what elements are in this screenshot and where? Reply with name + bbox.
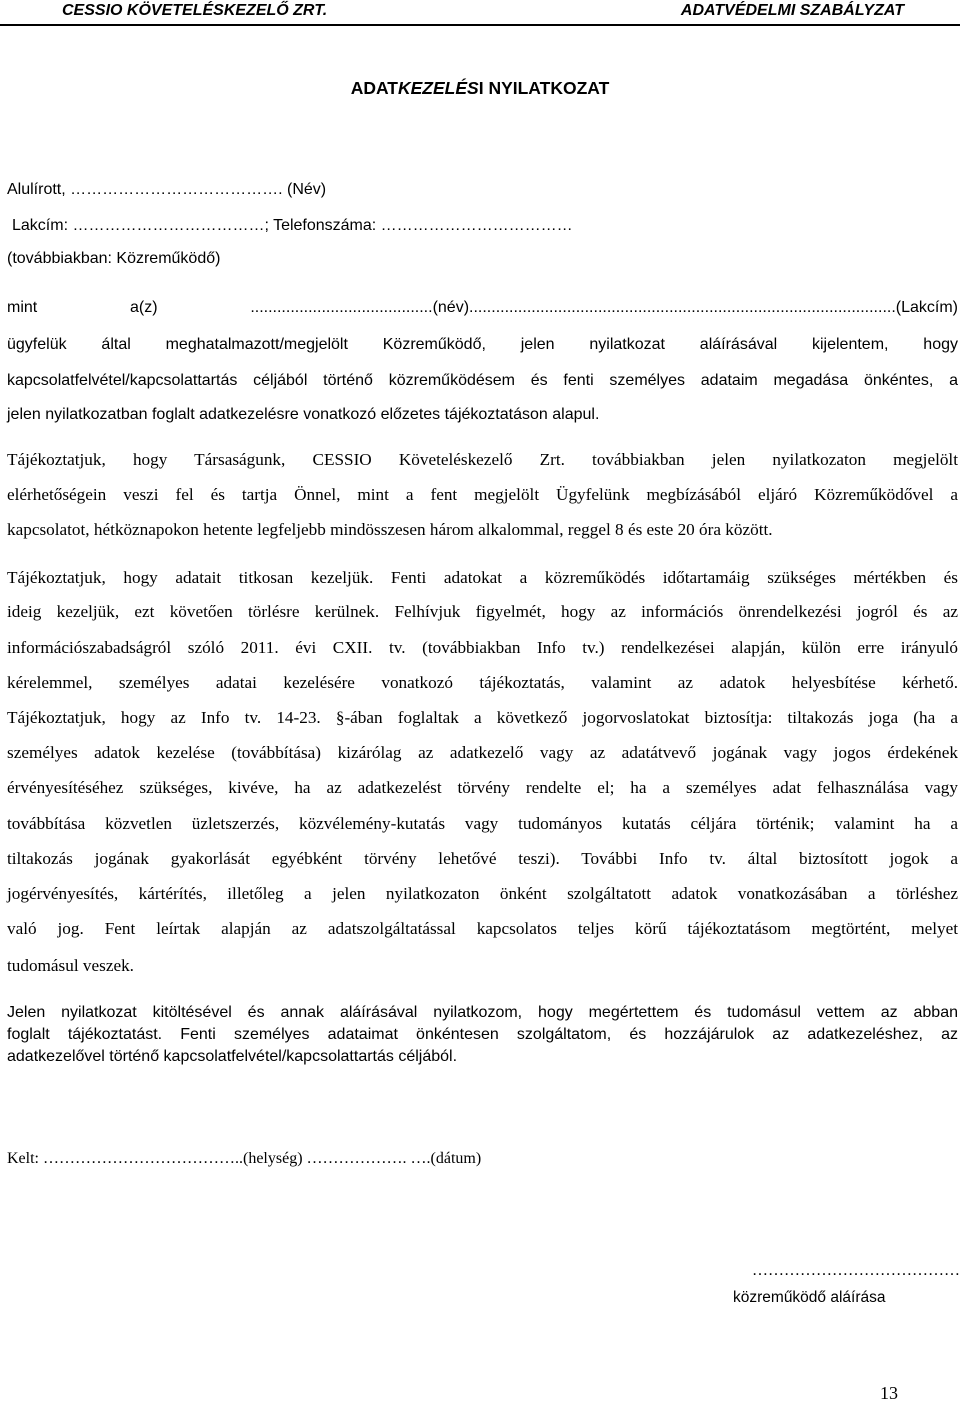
document-title: ADATKEZELÉSI NYILATKOZAT xyxy=(350,78,610,98)
intro-line-3: kapcsolatfelvétel/kapcsolattartás céljából történő közreműködésem és fenti személyes adataim megadása önkéntes, a xyxy=(7,372,958,389)
info2-line-5: Tájékoztatjuk, hogy az Info tv. 14-23. §-ában foglaltak a következő jogorvoslatokat biztosítja: tiltakozás joga (ha a xyxy=(7,708,958,727)
info2-line-9: tiltakozás jogának gyakorlását egyébként törvény lehetővé teszi). További Info tv. által biztosított jogok a xyxy=(7,849,958,868)
signature-label: közreműködő aláírása xyxy=(733,1289,886,1306)
intro-line-4: jelen nyilatkozatban foglalt adatkezelésre vonatkozó előzetes tájékoztatáson alapul. xyxy=(7,406,600,423)
page-header xyxy=(0,0,960,24)
info2-line-10: jogérvényesítés, kártérítés, illetőleg a jelen nyilatkozaton önként szolgáltatott adatok vonatkozásában a törléshez xyxy=(7,884,958,903)
info1-line-1: Tájékoztatjuk, hogy Társaságunk, CESSIO Követeléskezelő Zrt. továbbiakban jelen nyilatkozaton megjelölt xyxy=(7,450,958,469)
form-hereinafter: (továbbiakban: Közreműködő) xyxy=(7,250,221,267)
info2-line-1: Tájékoztatjuk, hogy adatait titkosan kezeljük. Fenti adatokat a közreműködés időtartamáig szükséges mértékben és xyxy=(7,568,958,587)
info1-line-2: elérhetőségein veszi fel és tartja Önnel, mint a fent megjelölt Ügyfelünk megbízásából eljáró Közreműködővel a xyxy=(7,485,958,504)
info2-line-3: információszabadságról szóló 2011. évi CXII. tv. (továbbiakban Info tv.) rendelkezései alapján, külön erre irányuló xyxy=(7,638,958,657)
info2-line-8: továbbítása közvetlen üzletszerzés, közvélemény-kutatás vagy tudományos kutatás céljára történik; valamint ha a xyxy=(7,814,958,833)
intro-line-1: mint a(z) .........................................(név)................................................................................................(Lakcím) xyxy=(7,299,958,316)
info2-line-4: kérelemmel, személyes adatai kezelésére vonatkozó tájékoztatás, valamint az adatok helyesbítése kérhető. xyxy=(7,673,958,692)
signature-line: ………………………………… xyxy=(752,1262,960,1279)
info1-line-3: kapcsolatot, hétköznapokon hetente legfeljebb mindösszesen három alkalommal, reggel 8 és este 20 óra között. xyxy=(7,520,773,539)
form-undersigned: Alulírott, …………………………………. (Név) xyxy=(7,181,327,198)
header-policy-title: ADATVÉDELMI SZABÁLYZAT xyxy=(680,2,904,19)
page-number: 13 xyxy=(880,1383,898,1403)
info2-line-6: személyes adatok kezelése (továbbítása) kizárólag az adatkezelő vagy az adatátvevő jogának vagy jogos érdekének xyxy=(7,743,958,762)
header-rule xyxy=(0,24,960,26)
consent-line-1: Jelen nyilatkozat kitöltésével és annak aláírásával nyilatkozom, hogy megértettem és tudomásul vettem az abban xyxy=(7,1004,958,1021)
consent-line-2: foglalt tájékoztatást. Fenti személyes adataimat önkéntesen szolgáltatom, és hozzájárulok az adatkezeléshez, az xyxy=(7,1026,958,1043)
header-company: CESSIO KÖVETELÉSKEZELŐ ZRT. xyxy=(62,2,328,19)
info2-line-2: ideig kezeljük, ezt követően törlésre kerülnek. Felhívjuk figyelmét, hogy az információs önrendelkezési jogról és az xyxy=(7,602,958,621)
form-address-phone: Lakcím: ………………………………; Telefonszáma: ……………………………… xyxy=(12,217,573,234)
info2-line-11: való jog. Fent leírtak alapján az adatszolgáltatással kapcsolatos teljes körű tájékoztatásom megtörtént, melyet xyxy=(7,919,958,938)
consent-line-3: adatkezelővel történő kapcsolatfelvétel/kapcsolattartás céljából. xyxy=(7,1048,458,1065)
intro-line-2: ügyfelük által meghatalmazott/megjelölt Közreműködő, jelen nyilatkozat aláírásával kijelentem, hogy xyxy=(7,336,958,353)
info2-line-7: érvényesítéséhez szükséges, kivéve, ha az adatkezelést törvény rendelte el; ha a személyes adat felhasználása vagy xyxy=(7,778,958,797)
place-date-line: Kelt: ………………………………..(helység) ………………. ….(dátum) xyxy=(7,1150,482,1167)
info2-line-12: tudomásul veszek. xyxy=(7,956,134,975)
